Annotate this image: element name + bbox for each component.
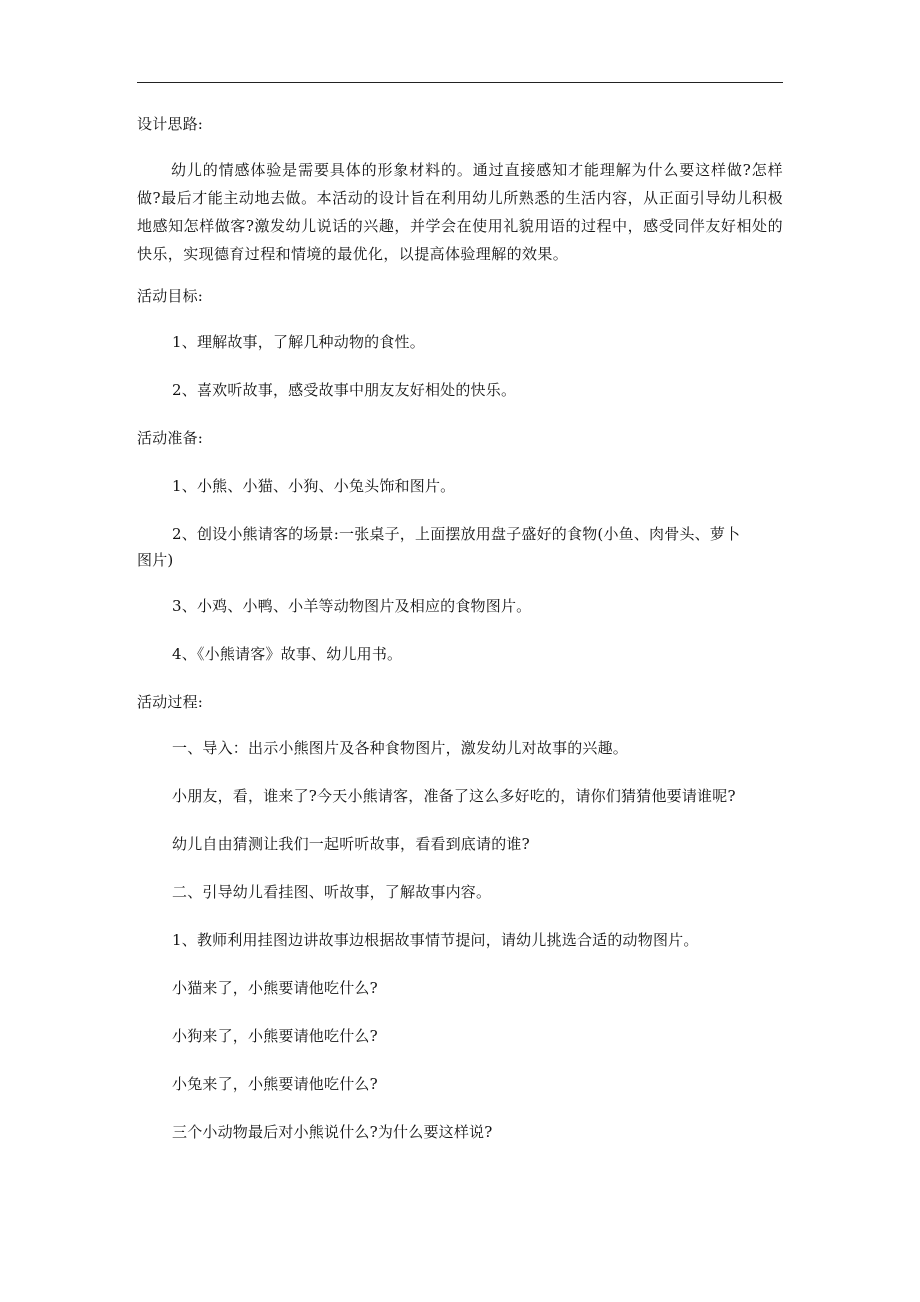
prep-item-2: 2、创设小熊请客的场景:一张桌子，上面摆放用盘子盛好的食物(小鱼、肉骨头、萝卜 bbox=[172, 525, 741, 543]
process-question-final: 三个小动物最后对小熊说什么?为什么要这样说? bbox=[172, 1123, 493, 1141]
prep-item-1: 1、小熊、小猫、小狗、小兔头饰和图片。 bbox=[172, 477, 456, 495]
process-line-3: 幼儿自由猜测让我们一起听听故事，看看到底请的谁? bbox=[172, 835, 530, 853]
header-rule bbox=[137, 82, 783, 83]
prep-item-4: 4、《小熊请客》故事、幼儿用书。 bbox=[172, 645, 403, 663]
process-question-cat: 小猫来了，小熊要请他吃什么? bbox=[172, 979, 378, 997]
process-question-rabbit: 小兔来了，小熊要请他吃什么? bbox=[172, 1075, 378, 1093]
prep-item-3: 3、小鸡、小鸭、小羊等动物图片及相应的食物图片。 bbox=[172, 597, 532, 615]
process-heading: 活动过程: bbox=[137, 693, 204, 711]
process-line-5: 1、教师利用挂图边讲故事边根据故事情节提问，请幼儿挑选合适的动物图片。 bbox=[172, 931, 699, 949]
prep-heading: 活动准备: bbox=[137, 429, 204, 447]
goals-heading: 活动目标: bbox=[137, 287, 204, 305]
process-step-1: 一、导入：出示小熊图片及各种食物图片，激发幼儿对故事的兴趣。 bbox=[172, 739, 629, 757]
design-paragraph: 幼儿的情感体验是需要具体的形象材料的。通过直接感知才能理解为什么要这样做?怎样做?最后才能主动地去做。本活动的设计旨在利用幼儿所熟悉的生活内容，从正面引导幼儿积极地感知怎样做客?激发幼儿说话的兴趣，并学会在使用礼貌用语的过程中，感受同伴友好相处的快乐，实现德育过程和情境的最优化，以提高体验理解的效果。 bbox=[137, 161, 783, 263]
process-question-dog: 小狗来了，小熊要请他吃什么? bbox=[172, 1027, 378, 1045]
process-step-2: 二、引导幼儿看挂图、听故事，了解故事内容。 bbox=[172, 883, 492, 901]
goal-item-2: 2、喜欢听故事，感受故事中朋友友好相处的快乐。 bbox=[172, 381, 517, 399]
process-line-2: 小朋友，看，谁来了?今天小熊请客，准备了这么多好吃的，请你们猜猜他要请谁呢? bbox=[172, 787, 736, 805]
prep-item-2-continued: 图片) bbox=[137, 551, 174, 569]
design-heading: 设计思路: bbox=[137, 115, 204, 133]
goal-item-1: 1、理解故事，了解几种动物的食性。 bbox=[172, 333, 425, 351]
